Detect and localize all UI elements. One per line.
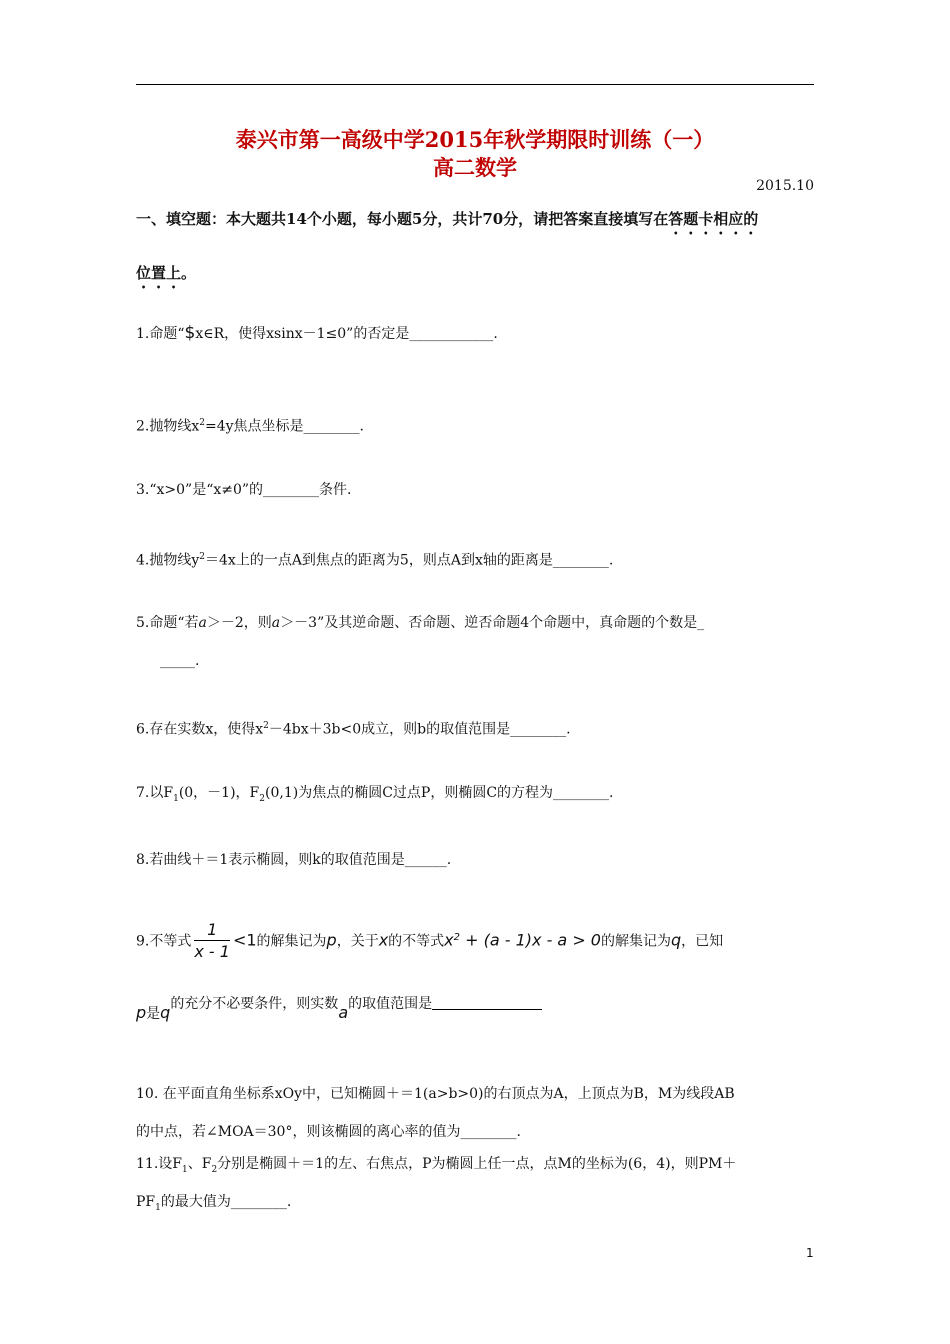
question-11: 11.设$F_1$、$F_2$分别是椭圆＋＝1的左、右焦点，P为椭圆上任一点，点M的坐标为(6，4)，则PM＋	[136, 1156, 737, 1175]
question-5-line2: _____.	[160, 653, 200, 669]
question-4: 4.抛物线$y^2=4x$上的一点A到焦点的距离为5，则点A到x轴的距离是________.	[136, 552, 614, 569]
question-1: 1.命题“$x∈R，使得xsinx－1≤0”的否定是____________.	[136, 323, 498, 343]
page-number: 1	[806, 1246, 814, 1260]
question-6: 6.存在实数x，使得$x^2-4bx+3b<0$成立，则b的取值范围是________.	[136, 721, 571, 738]
answer-blank	[432, 995, 542, 1010]
question-10-line2: 的中点，若∠MOA＝30°，则该椭圆的离心率的值为________.	[136, 1124, 521, 1140]
question-11-line2: $PF_1$的最大值为________.	[136, 1194, 292, 1213]
exam-date: 2015.10	[756, 178, 814, 194]
question-5: 5.命题“若a＞－2，则a＞－3”及其逆命题、否命题、逆否命题4个命题中，真命题的个数是_	[136, 615, 705, 631]
header-rule	[136, 84, 814, 85]
question-7: 7.以$F_1(0$，－1)，$F_2(0,1)$为焦点的椭圆C过点P，则椭圆C的方程为________.	[136, 785, 614, 804]
question-8: 8.若曲线＋＝1表示椭圆，则k的取值范围是______.	[136, 852, 452, 868]
section-heading-line2: 位置上。	[136, 264, 197, 282]
question-9: 9.不等式 $\frac{1}{x - 1}$ <1的解集记为p，关于x的不等式$x^2 + (a - 1)x - a > 0$的解集记为q，已知	[136, 920, 724, 962]
fraction: $\frac{1}{x - 1}$	[194, 920, 230, 962]
question-10: 10. 在平面直角坐标系xOy中，已知椭圆＋＝1(a>b>0)的右顶点为A，上顶点为B，M为线段AB	[136, 1086, 735, 1102]
page-subtitle: 高二数学	[433, 155, 517, 180]
question-3: 3.“x>0”是“x≠0”的________条件.	[136, 482, 352, 498]
question-9-line2: p是q的充分不必要条件，则实数a的取值范围是	[136, 990, 816, 1017]
question-2: 2.抛物线$x^2=4y$焦点坐标是________.	[136, 418, 364, 435]
section-heading: 一、填空题：本大题共14个小题，每小题5分，共计70分，请把答案直接填写在答题卡相应的	[136, 210, 759, 228]
page-title: 泰兴市第一高级中学2015年秋学期限时训练（一）	[235, 127, 715, 152]
